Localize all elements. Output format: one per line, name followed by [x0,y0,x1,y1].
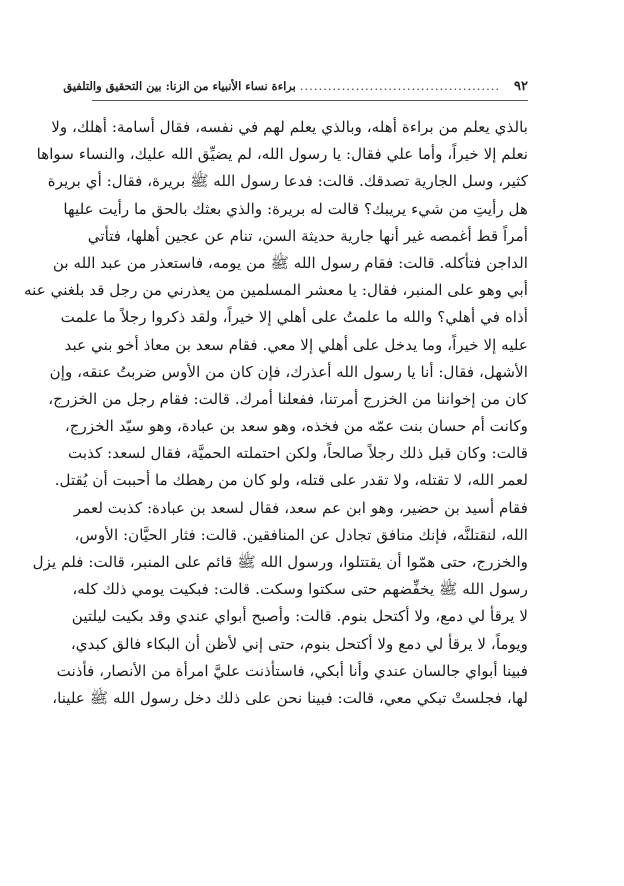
text-line: فبينا أبواي جالسان عندي وأنا أبكي، فاستأذنت عليَّ امرأة من الأنصار، فأذنت [56,661,528,680]
text-line: نعلم إلا خيراً، وأما علي فقال: يا رسول الله، لم يضيِّق الله عليك، والنساء سواها [36,145,528,164]
text-line: قالت: وكان قبل ذلك رجلاً صالحاً، ولكن احتملته الحميَّة، فقال لسعد: كذبت [67,444,528,463]
text-line: فقام أسيد بن حضير، وهو ابن عم سعد، فقال لسعد بن عبادة: كذبت لعمر [73,498,528,517]
text-line: أمراً قط أغمصه غير أنها جارية حديثة السن، تنام عن عجين أهلها، فتأتي [87,226,528,245]
header-leader-dots: ........................................... [299,79,501,93]
text-line: كثير، وسل الجارية تصدقك. قالت: فدعا رسول الله ﷺ بريرة، فقال: أي بريرة [47,172,528,191]
text-line: كان من إخواننا من الخزرج أمرتنا، ففعلنا أمرك. قالت: فقام رجل من الخزرج، [48,389,528,408]
text-line: وكانت أم حسان بنت عمّه من فخذه، وهو سعد بن عبادة، وهو سيّد الخزرج، [64,417,528,436]
header-rule [92,100,528,101]
text-line: بالذي يعلم من براءة أهله، وبالذي يعلم لهم في نفسه، فقال أسامة: أهلك، ولا [51,118,528,136]
text-line: لا يرقأ لي دمع، ولا أكتحل بنوم. قالت: وأصبح أبواي عندي وقد بكيت ليلتين [71,607,528,626]
page-number: ٩٢ [514,78,528,94]
text-line: الأشهل، فقال: أنا يا رسول الله أعذرك، فإن كان من الأوس ضربتُ عنقه، وإن [49,362,528,381]
running-header-title: براءة نساء الأنبياء من الزنا: بين التحقيق والتلفيق [63,79,296,93]
text-line: لعمر الله، لا تقتله، ولا تقدر على قتله، ولو كان من رهطك ما أحببت أن يُقتل. [54,471,528,490]
text-line: هل رأيتِ من شيء يريبك؟ قالت له بريرة: والذي بعثك بالحق ما رأيت عليها [63,199,528,218]
text-line: والخزرج، حتى همّوا أن يقتتلوا، ورسول الله ﷺ قائم على المنبر، قالت: فلم يزل [32,553,528,571]
text-line: أبي وهو على المنبر، فقال: يا معشر المسلمين من يعذرني من رجل قد بلغني عنه [23,281,528,300]
text-line: ويوماً، لا يرقأ لي دمع ولا أكتحل بنوم، حتى إني لأظن أن البكاء فالق كبدي، [70,634,528,653]
text-line: عليه إلا خيراً، وما يدخل على أهلي إلا معي. فقام سعد بن معاذ أخو بني عبد [64,335,528,354]
text-line: رسول الله ﷺ يخفِّضهم حتى سكتوا وسكت. قالت: فبكيت يومي ذلك كله، [72,580,528,599]
body-text [23,114,528,712]
text-line: الداجن فتأكله. قالت: فقام رسول الله ﷺ من يومه، فاستعذر من عبد الله بن [52,253,528,272]
text-line: لها، فجلستْ تبكي معي، قالت: فبينا نحن على ذلك دخل رسول الله ﷺ علينا، [52,688,528,707]
running-header [63,74,528,98]
text-line: أذاه في أهلي؟ والله ما علمتُ على أهلي إلا خيراً، ولقد ذكروا رجلاً ما علمت [60,308,528,327]
text-line: الله، لنقتلنَّه، فإنك منافق تجادل عن المنافقين. قالت: فثار الحيَّان: الأوس، [74,525,528,544]
